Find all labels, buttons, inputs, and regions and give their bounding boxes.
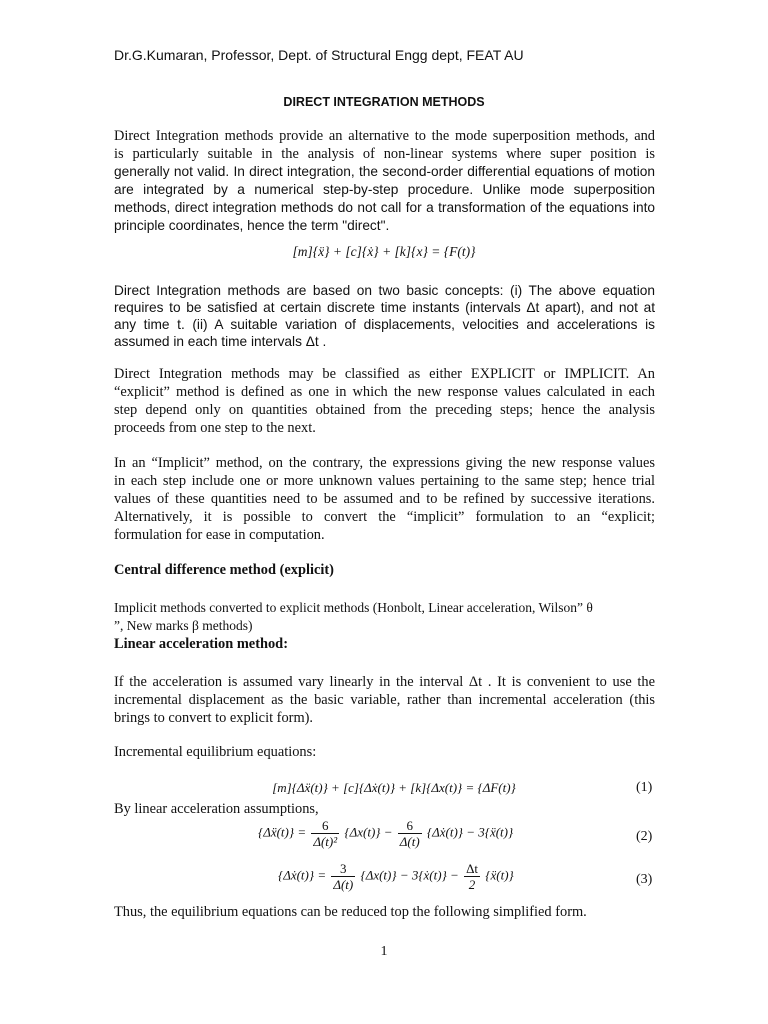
- concepts-paragraph: [114, 282, 655, 350]
- fraction-numerator: Δt: [466, 861, 479, 876]
- page-number: 1: [380, 944, 388, 959]
- central-difference-heading: Central difference method (explicit): [114, 562, 334, 578]
- equation-3-fraction-a: [331, 861, 355, 892]
- linear-acceleration-heading: Linear acceleration method:: [114, 636, 288, 652]
- equation-2-number: (2): [636, 829, 653, 844]
- intro-line: Direct Integration methods provide an alternative to the mode superposition methods, and: [114, 128, 655, 144]
- incremental-label: Incremental equilibrium equations:: [114, 744, 317, 760]
- implicit-line: In an “Implicit” method, on the contrary, the expressions giving the new response values: [114, 455, 655, 471]
- classify-line: step depend only on quantities obtained from the preceding steps; hence the analysis: [114, 402, 655, 418]
- equation-3-lhs: {Δẋ(t)} =: [278, 867, 327, 883]
- fraction-denominator: Δ(t): [399, 834, 420, 849]
- implicit-line: in each step include one or more unknown values pertaining to the same step; hence trial: [114, 473, 655, 489]
- equation-of-motion: [m]{ẍ} + [c]{ẋ} + [k]{x} = {F(t)}: [292, 244, 476, 259]
- equation-2-fraction-a: [311, 818, 339, 849]
- implicit-note-line: Implicit methods converted to explicit methods (Honbolt, Linear acceleration, Wilson” θ: [114, 600, 593, 615]
- linear-paragraph: [114, 673, 655, 727]
- intro-line: generally not valid. In direct integration, the second-order differential equations of motion: [114, 164, 655, 179]
- equation-3: [278, 861, 514, 892]
- equation-3-middle: {Δx(t)} − 3{ẋ(t)} −: [360, 867, 459, 883]
- equation-3-fraction-b: [464, 861, 480, 892]
- document-title: DIRECT INTEGRATION METHODS: [283, 95, 485, 109]
- linear-line: incremental displacement as the basic variable, rather than incremental acceleration (this: [114, 692, 655, 708]
- fraction-numerator: 3: [331, 861, 355, 877]
- assumption-label: By linear acceleration assumptions,: [114, 801, 319, 817]
- page-header: Dr.G.Kumaran, Professor, Dept. of Structural Engg dept, FEAT AU: [114, 47, 524, 63]
- equation-2: [258, 818, 513, 849]
- equation-1: [m]{Δẍ(t)} + [c]{Δẋ(t)} + [k]{Δx(t)} = {ΔF(t)}: [272, 780, 516, 795]
- equation-2-middle: {Δx(t)} −: [344, 824, 393, 840]
- classify-line: Direct Integration methods may be classified as either EXPLICIT or IMPLICIT. An: [114, 366, 655, 382]
- equation-2-lhs: {Δẍ(t)} =: [258, 824, 307, 840]
- closing-line: Thus, the equilibrium equations can be reduced top the following simplified form.: [114, 904, 587, 920]
- classify-paragraph: [114, 365, 655, 437]
- linear-line: If the acceleration is assumed vary linearly in the interval Δt . It is convenient to use the: [114, 674, 655, 690]
- intro-line: is particularly suitable in the analysis of non-linear systems where super position is: [114, 146, 655, 162]
- implicit-note-line: ”, New marks β methods): [114, 618, 253, 633]
- implicit-line: formulation for ease in computation.: [114, 527, 325, 543]
- fraction-denominator: Δ(t): [333, 877, 354, 892]
- intro-line: methods, direct integration methods do not call for a transformation of the equations into: [114, 200, 655, 215]
- concepts-line: assumed in each time intervals Δt .: [114, 334, 327, 349]
- implicit-line: values of these quantities need to be assumed and to be refined by successive iterations.: [114, 491, 655, 507]
- equation-3-number: (3): [636, 872, 653, 887]
- classify-line: proceeds from one step to the next.: [114, 420, 316, 436]
- implicit-paragraph: [114, 454, 655, 544]
- equation-1-number: (1): [636, 780, 653, 795]
- equation-3-rhs: {ẍ(t)}: [485, 867, 514, 883]
- classify-line: “explicit” method is defined as one in which the new response values calculated in each: [114, 384, 655, 400]
- concepts-line: Direct Integration methods are based on two basic concepts: (i) The above equation: [114, 283, 655, 298]
- fraction-denominator: Δ(t)²: [313, 834, 338, 849]
- concepts-line: requires to be satisfied at certain discrete time instants (intervals Δt apart), and not at: [114, 300, 655, 315]
- equation-2-rhs: {Δẋ(t)} − 3{ẍ(t)}: [426, 824, 514, 840]
- equation-2-fraction-b: [398, 818, 422, 849]
- fraction-numerator: 6: [311, 818, 339, 834]
- intro-line: are integrated by a numerical step-by-step procedure. Unlike mode superposition: [114, 182, 655, 197]
- implicit-line: Alternatively, it is possible to convert the “implicit” formulation to an “explicit;: [114, 509, 655, 525]
- intro-line: principle coordinates, hence the term "direct".: [114, 218, 390, 233]
- intro-paragraph: [114, 127, 655, 235]
- implicit-note: [114, 599, 655, 635]
- linear-line: brings to convert to explicit form).: [114, 710, 314, 726]
- fraction-numerator: 6: [398, 818, 422, 834]
- fraction-denominator: 2: [468, 877, 476, 892]
- concepts-line: any time t. (ii) A suitable variation of displacements, velocities and accelerations is: [114, 317, 655, 332]
